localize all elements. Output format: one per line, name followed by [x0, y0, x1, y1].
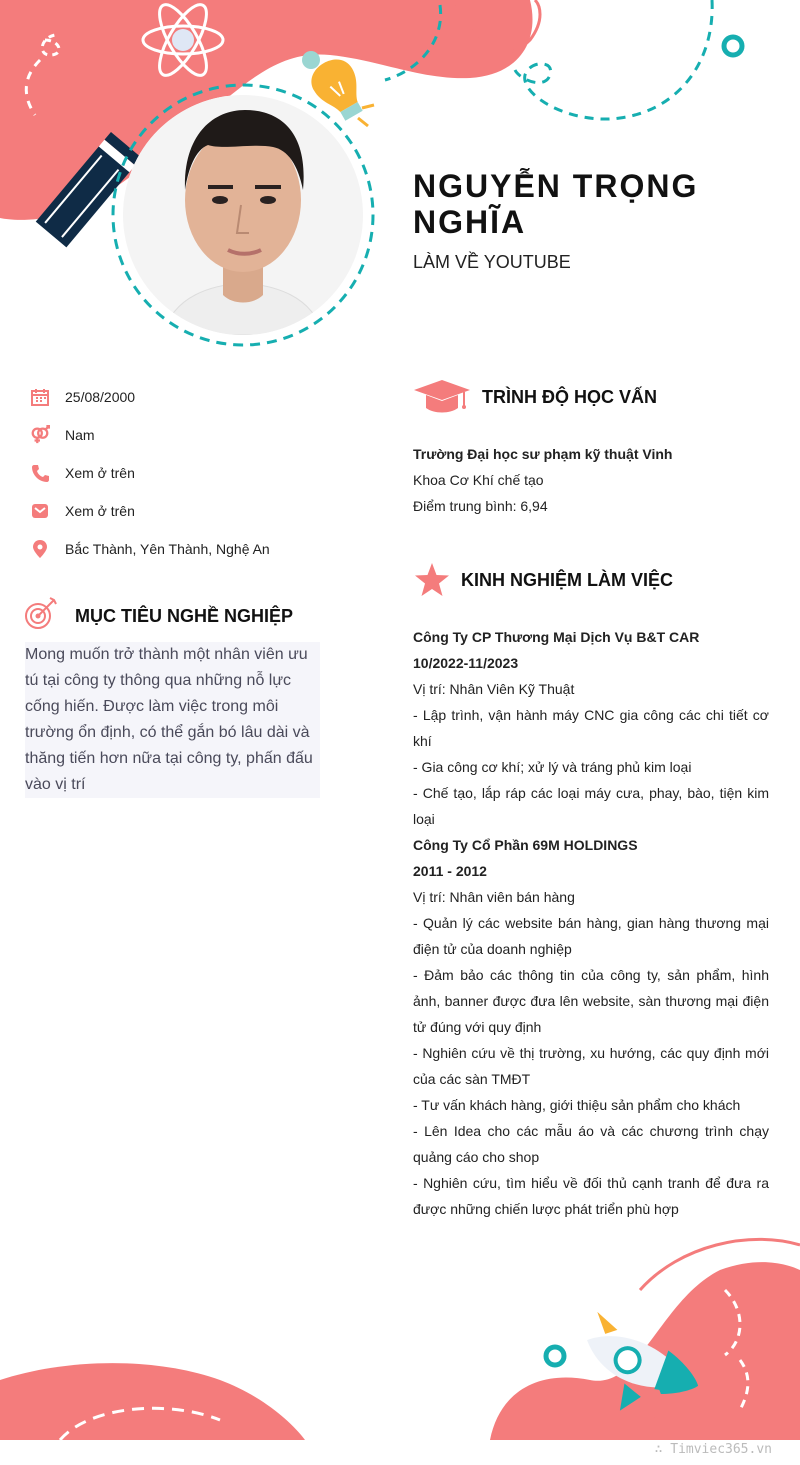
job-title: LÀM VỀ YOUTUBE: [413, 252, 571, 272]
star-icon: [414, 563, 450, 597]
job-2: [413, 832, 769, 1222]
address-row: [30, 537, 350, 561]
address-text: Bắc Thành, Yên Thành, Nghệ An: [65, 541, 270, 557]
job-2-role: Vị trí: Nhân viên bán hàng: [413, 889, 575, 905]
phone-icon: [30, 463, 50, 483]
job-2-duty: - Quản lý các website bán hàng, gian hàng thương mại điện tử của doanh nghiệp: [413, 915, 769, 957]
education-block: [413, 441, 769, 519]
gender-icon: [30, 425, 50, 445]
job-2-duty: - Tư vấn khách hàng, giới thiệu sản phẩm cho khách: [413, 1097, 741, 1113]
job-2-company: Công Ty Cổ Phần 69M HOLDINGS: [413, 837, 638, 853]
job-2-duty: - Đảm bảo các thông tin của công ty, sản phẩm, hình ảnh, banner được đưa lên website, sàn thương mại điện tử đúng với quy định: [413, 967, 769, 1035]
watermark: ∴ Timviec365.vn: [654, 1442, 772, 1457]
job-2-duty: - Nghiên cứu về thị trường, xu hướng, các quy định mới của các sàn TMĐT: [413, 1045, 769, 1087]
job-1-duty: - Lập trình, vận hành máy CNC gia công các chi tiết cơ khí: [413, 707, 769, 749]
email-icon: [30, 501, 50, 521]
job-2-duty: - Nghiên cứu, tìm hiểu về đối thủ cạnh tranh để đưa ra được những chiến lược phát triển phù hợp: [413, 1175, 769, 1217]
job-1-period: 10/2022-11/2023: [413, 655, 519, 671]
job-1: [413, 624, 769, 832]
avatar: [123, 95, 363, 335]
education-title: TRÌNH ĐỘ HỌC VẤN: [482, 387, 657, 407]
phone-row: [30, 461, 350, 485]
gender-text: Nam: [65, 427, 95, 443]
job-1-company: Công Ty CP Thương Mại Dịch Vụ B&T CAR: [413, 629, 700, 645]
job-1-duty: - Gia công cơ khí; xử lý và tráng phủ kim loại: [413, 759, 692, 775]
calendar-icon: [30, 387, 50, 407]
portrait-photo: [123, 95, 363, 335]
job-1-duty: - Chế tạo, lắp ráp các loại máy cưa, phay, bào, tiện kim loại: [413, 785, 769, 827]
job-1-role: Vị trí: Nhân Viên Kỹ Thuật: [413, 681, 575, 697]
job-2-duty: - Lên Idea cho các mẫu áo và các chương trình chạy quảng cáo cho shop: [413, 1123, 769, 1165]
birthday-text: 25/08/2000: [65, 389, 136, 405]
email-row: [30, 499, 350, 523]
faculty: Khoa Cơ Khí chế tạo: [413, 472, 544, 488]
objective-title: MỤC TIÊU NGHỀ NGHIỆP: [75, 606, 294, 626]
gpa: Điểm trung bình: 6,94: [413, 498, 548, 514]
experience-title: KINH NGHIỆM LÀM VIỆC: [461, 570, 674, 590]
email-text: Xem ở trên: [65, 503, 135, 519]
birthday-row: [30, 385, 350, 409]
job-2-period: 2011 - 2012: [413, 863, 487, 879]
location-pin-icon: [30, 539, 50, 559]
target-icon: [24, 596, 58, 630]
objective-text: Mong muốn trở thành một nhân viên ưu tú tại công ty thông qua những nỗ lực cống hiến. Được làm việc trong môi trường ổn định, có thể gắn bó lâu dài và thăng tiến hơn nữa tại công ty, phấn đấu vào vị trí: [25, 642, 320, 798]
graduation-cap-icon: [414, 378, 470, 416]
phone-text: Xem ở trên: [65, 465, 135, 481]
bottom-left-blob: [0, 1363, 305, 1440]
school-name: Trường Đại học sư phạm kỹ thuật Vinh: [413, 446, 673, 462]
gender-row: [30, 423, 350, 447]
full-name: NGUYỄN TRỌNG NGHĨA: [413, 168, 699, 240]
